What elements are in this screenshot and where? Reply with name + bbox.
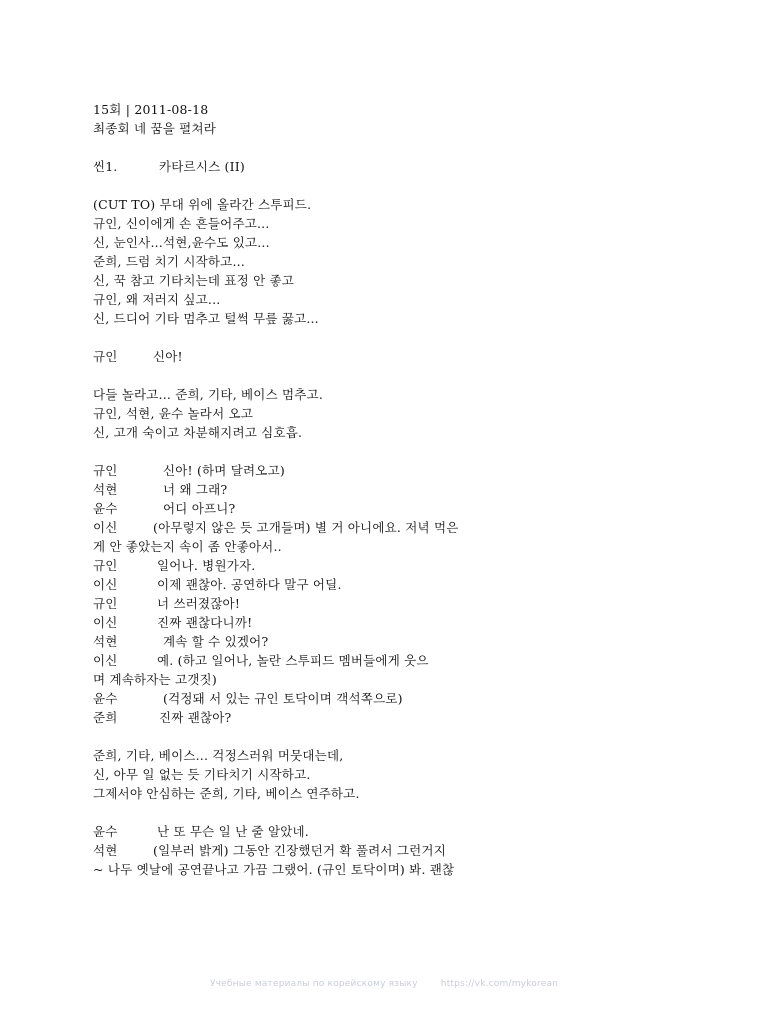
- speaker-name: 규인: [93, 463, 118, 478]
- action-line: 규인, 신이에게 손 흔들어주고...: [93, 216, 270, 231]
- dialogue-line: [93, 613, 513, 632]
- dialogue-line: [93, 594, 513, 613]
- footer-link[interactable]: https://vk.com/mykorean: [440, 979, 559, 989]
- speaker-name: 이신: [93, 653, 118, 668]
- dialogue-text: 계속 할 수 있겠어?: [163, 634, 269, 649]
- speaker-name: 윤수: [93, 691, 118, 706]
- speaker-name: 이신: [93, 577, 118, 592]
- dialogue-line: [93, 822, 513, 841]
- dialogue-text: 며 계속하자는 고갯짓): [93, 672, 217, 687]
- dialogue-line: [93, 632, 513, 651]
- dialogue-text: 진짜 괜찮다니까!: [157, 615, 253, 630]
- dialogue-text: (일부러 밝게) 그동안 긴장했던거 확 풀려서 그런거지: [153, 843, 446, 858]
- speaker-name: 규인: [93, 558, 118, 573]
- speaker-name: 규인: [93, 596, 118, 611]
- dialogue-line: [93, 537, 513, 556]
- action-line: 규인, 석현, 윤수 놀라서 오고: [93, 406, 254, 421]
- dialogue-text: 너 왜 그래?: [163, 482, 228, 497]
- dialogue-text: 예. (하고 일어나, 놀란 스투피드 멤버들에게 웃으: [157, 653, 429, 668]
- episode-title: 최종회 네 꿈을 펼쳐라: [93, 121, 216, 136]
- dialogue-text: 난 또 무슨 일 난 줄 알았네.: [157, 824, 309, 839]
- action-line: 신, 드디어 기타 멈추고 털썩 무릎 꿇고...: [93, 311, 319, 326]
- scene-name: 카타르시스 (II): [159, 159, 245, 174]
- action-line: 신, 눈인사...석현,윤수도 있고...: [93, 235, 270, 250]
- dialogue-line: [93, 499, 513, 518]
- dialogue-text: 게 안 좋았는지 속이 좀 안좋아서..: [93, 539, 282, 554]
- dialogue-text: 너 쓰러졌잖아!: [157, 596, 241, 611]
- dialogue-text: 이제 괜찮아. 공연하다 말구 어딜.: [157, 577, 342, 592]
- dialogue-text: 어디 아프니?: [163, 501, 236, 516]
- dialogue-text: 진짜 괜찮아?: [159, 710, 232, 725]
- dialogue-line: [93, 347, 513, 366]
- speaker-name: 윤수: [93, 824, 118, 839]
- footer-caption: Учебные материалы по корейскому языку: [209, 979, 418, 989]
- speaker-name: 이신: [93, 520, 118, 535]
- speaker-name: 윤수: [93, 501, 118, 516]
- dialogue-line: [93, 841, 513, 860]
- script-page: [93, 100, 513, 879]
- dialogue-text: 신아!: [153, 349, 183, 364]
- dialogue-line: [93, 689, 513, 708]
- dialogue-line: [93, 670, 513, 689]
- dialogue-line: [93, 708, 513, 727]
- speaker-name: 석현: [93, 482, 118, 497]
- action-line: 신, 꾹 참고 기타치는데 표정 안 좋고: [93, 273, 295, 288]
- action-line: 그제서야 안심하는 준희, 기타, 베이스 연주하고.: [93, 786, 360, 801]
- dialogue-line: [93, 518, 513, 537]
- dialogue-line: [93, 480, 513, 499]
- dialogue-block: [93, 461, 513, 727]
- dialogue-text: (걱정돼 서 있는 규인 토닥이며 객석쪽으로): [163, 691, 403, 706]
- page-footer: [0, 979, 768, 989]
- dialogue-block: [93, 822, 513, 879]
- action-line: 준희, 드럼 치기 시작하고...: [93, 254, 245, 269]
- speaker-name: 규인: [93, 349, 118, 364]
- action-line: 다들 놀라고... 준희, 기타, 베이스 멈추고.: [93, 387, 324, 402]
- action-line: 규인, 왜 저러지 싶고...: [93, 292, 221, 307]
- episode-line: 15회 | 2011-08-18: [93, 102, 209, 117]
- dialogue-text: ~ 나두 옛날에 공연끝나고 가끔 그랬어. (규인 토닥이며) 봐. 괜찮: [93, 862, 455, 877]
- dialogue-text: (아무렇지 않은 듯 고개들며) 별 거 아니에요. 저녁 먹은: [153, 520, 459, 535]
- action-line: 신, 아무 일 없는 듯 기타치기 시작하고.: [93, 767, 311, 782]
- action-line: (CUT TO) 무대 위에 올라간 스투피드.: [93, 197, 312, 212]
- dialogue-line: [93, 651, 513, 670]
- speaker-name: 준희: [93, 710, 118, 725]
- dialogue-text: 일어나. 병원가자.: [157, 558, 256, 573]
- speaker-name: 석현: [93, 634, 118, 649]
- scene-heading: [93, 157, 513, 176]
- action-line: 준희, 기타, 베이스... 걱정스러워 머뭇대는데,: [93, 748, 344, 763]
- dialogue-line: [93, 860, 513, 879]
- dialogue-line: [93, 575, 513, 594]
- dialogue-line: [93, 556, 513, 575]
- dialogue-text: 신아! (하며 달려오고): [163, 463, 285, 478]
- action-line: 신, 고개 숙이고 차분해지려고 심호흡.: [93, 425, 303, 440]
- speaker-name: 석현: [93, 843, 118, 858]
- speaker-name: 이신: [93, 615, 118, 630]
- scene-number: 씬1.: [93, 159, 118, 174]
- dialogue-line: [93, 461, 513, 480]
